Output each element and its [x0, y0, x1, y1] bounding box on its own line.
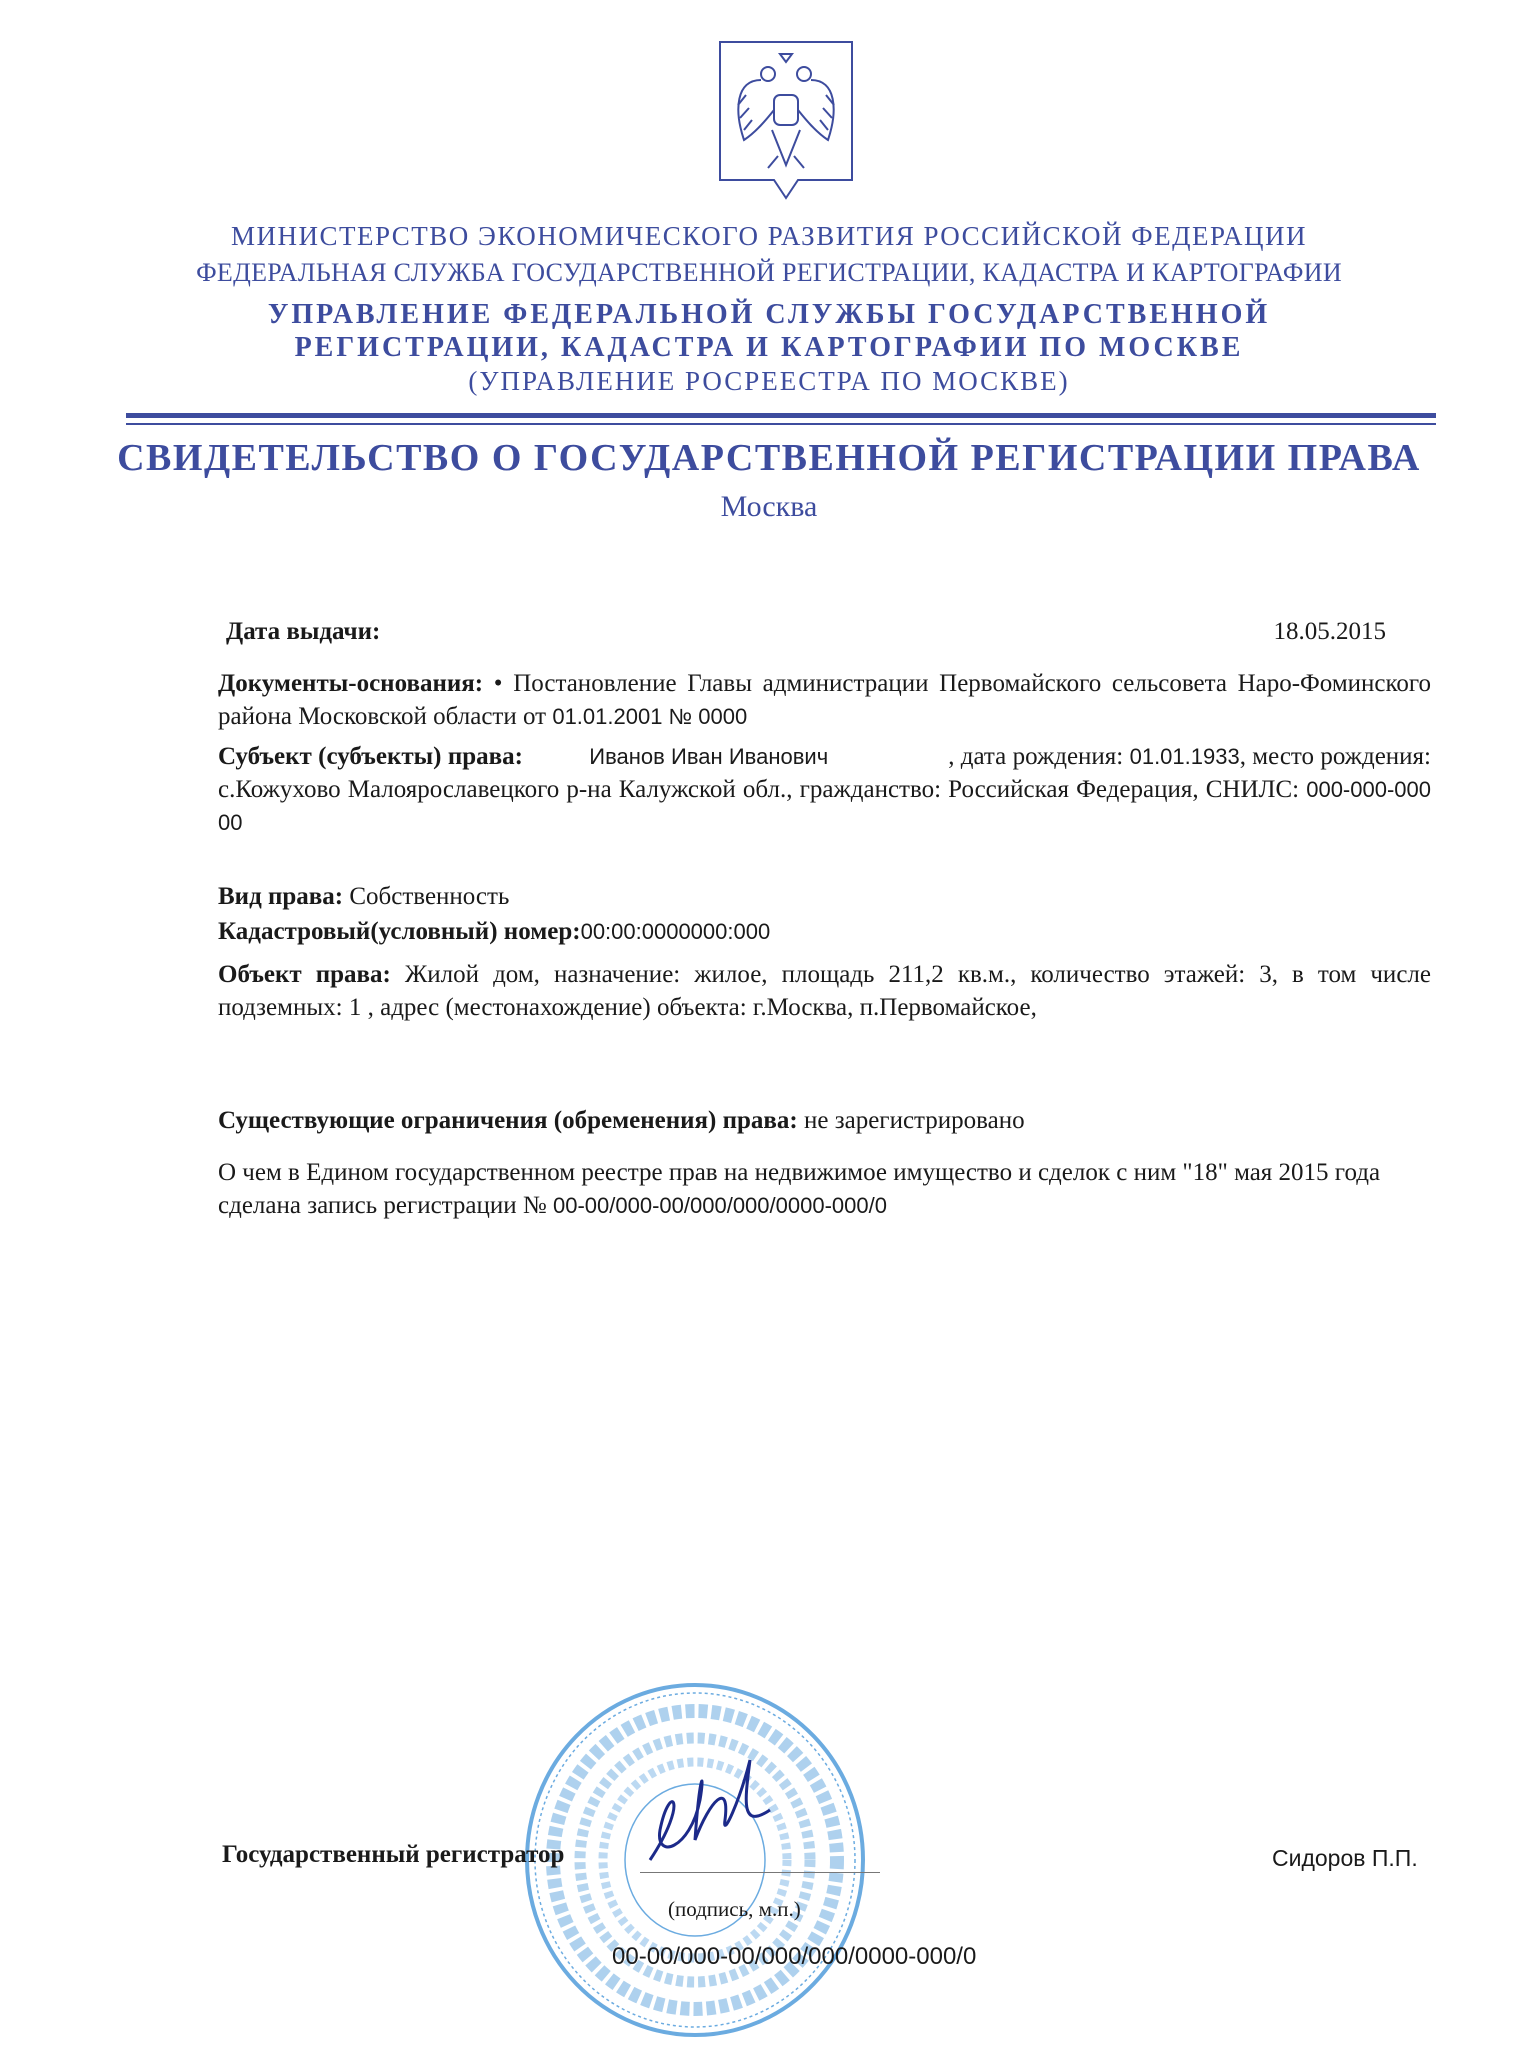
record-text: О чем в Едином государственном реестре прав на недвижимое имущество и сделок с ним "18" мая 2015 года сделана запись регистрации №: [218, 1159, 1381, 1219]
cadastral-number-row: [218, 915, 1431, 948]
snils-value: 000-000-000 00: [218, 777, 1431, 835]
subject-name: Иванов Иван Иванович: [589, 744, 829, 769]
department-name-line2: РЕГИСТРАЦИИ, КАДАСТРА И КАРТОГРАФИИ ПО МОСКВЕ: [294, 332, 1244, 363]
right-type-label: Вид права:: [218, 883, 344, 910]
restrictions-label: Существующие ограничения (обременения) права:: [218, 1107, 798, 1134]
object-value: Жилой дом, назначение: жилое, площадь 211,2 кв.м., количество этажей: 3, в том числе подземных: 1 , адрес (местонахождение) объекта: г.Москва, п.Первомайское,: [218, 961, 1431, 1021]
documents-basis: [218, 667, 1431, 733]
header-divider-thin: [126, 423, 1436, 425]
service-name: ФЕДЕРАЛЬНАЯ СЛУЖБА ГОСУДАРСТВЕННОЙ РЕГИСТРАЦИИ, КАДАСТРА И КАРТОГРАФИИ: [196, 258, 1342, 287]
right-type: [218, 880, 1431, 913]
department-short-name: (УПРАВЛЕНИЕ РОСРЕЕСТРА ПО МОСКВЕ): [468, 366, 1070, 396]
registrar-label-text: Государственный регистратор: [222, 1841, 565, 1868]
department-name-line1: УПРАВЛЕНИЕ ФЕДЕРАЛЬНОЙ СЛУЖБЫ ГОСУДАРСТВЕННОЙ: [267, 299, 1271, 330]
signature: [630, 1740, 780, 1885]
cadastral-number: 00:00:0000000:000: [580, 919, 771, 944]
registration-record: [218, 1156, 1431, 1222]
cadastral-label: Кадастровый(условный) номер:: [218, 918, 581, 945]
registrar-name: Сидоров П.П.: [1272, 1845, 1418, 1871]
issue-date-row: [226, 615, 1386, 648]
object-of-right: [218, 958, 1431, 1024]
documents-date-number: 01.01.2001 № 0000: [552, 704, 748, 729]
object-label: Объект права:: [218, 961, 391, 988]
birth-place: , место рождения: с.Кожухово Малоярославецкого р-на Калужской обл., гражданство: Российская Федерация, СНИЛС:: [218, 743, 1432, 803]
signature-caption: (подпись, м.п.): [668, 1897, 801, 1921]
subject-label: Субъект (субъекты) права:: [218, 743, 523, 770]
ministry-name: МИНИСТЕРСТВО ЭКОНОМИЧЕСКОГО РАЗВИТИЯ РОССИЙСКОЙ ФЕДЕРАЦИИ: [230, 221, 1308, 251]
issue-date-value: 18.05.2015: [1273, 618, 1386, 645]
registrar-label: [222, 1838, 564, 1871]
document-title: СВИДЕТЕЛЬСТВО О ГОСУДАРСТВЕННОЙ РЕГИСТРАЦИИ ПРАВА: [117, 437, 1421, 479]
subject: [218, 740, 1431, 839]
document-city: Москва: [720, 490, 818, 523]
record-number: 00-00/000-00/000/000/0000-000/0: [553, 1193, 887, 1218]
header-divider: [126, 413, 1436, 418]
restrictions-value: не зарегистрировано: [804, 1107, 1025, 1134]
coat-of-arms-icon: [716, 40, 856, 205]
documents-value: • Постановление Главы администрации Первомайского сельсовета Наро-Фоминского района Московской области от: [218, 670, 1432, 730]
documents-label: Документы-основания:: [218, 670, 484, 697]
issue-date-label: Дата выдачи:: [226, 618, 381, 645]
signature-line: [640, 1872, 880, 1873]
restrictions: [218, 1104, 1431, 1137]
birth-label: , дата рождения:: [948, 743, 1124, 770]
birth-date: 01.01.1933: [1129, 744, 1240, 769]
form-number: 00-00/000-00/000/000/0000-000/0: [612, 1943, 977, 1970]
right-type-value: Собственность: [349, 883, 510, 910]
